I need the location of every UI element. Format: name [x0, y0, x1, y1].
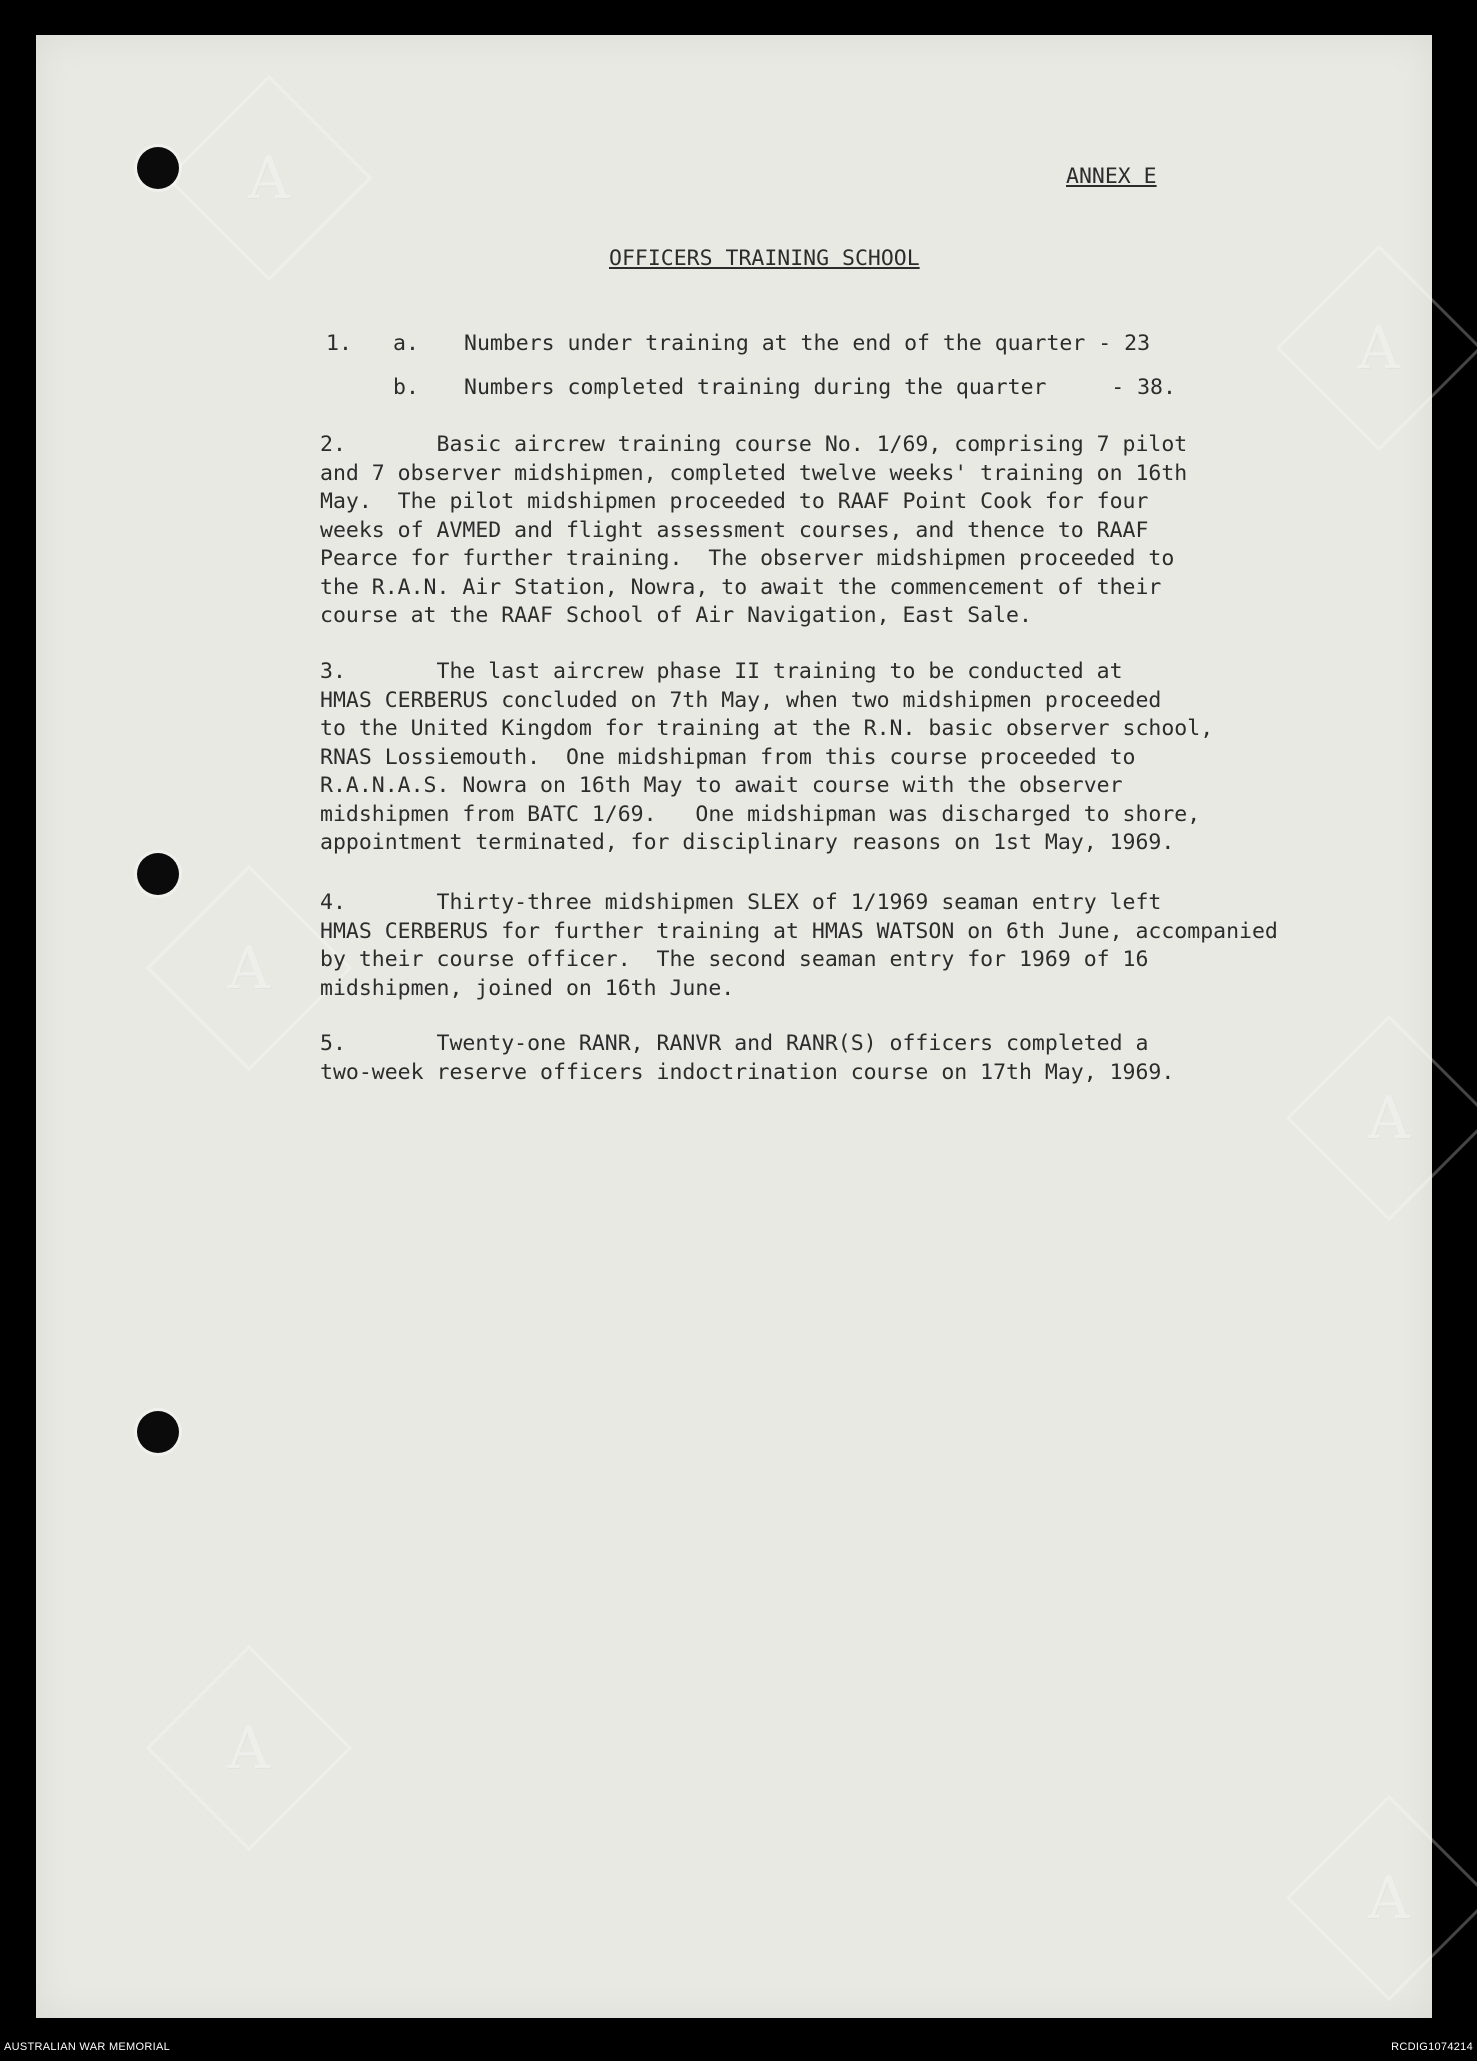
paragraph-line: HMAS CERBERUS for further training at HMAS WATSON on 6th June, accompanied [320, 918, 1278, 944]
paragraph-line: May. The pilot midshipmen proceeded to RAAF Point Cook for four [320, 489, 1149, 514]
paragraph-line: HMAS CERBERUS concluded on 7th May, when two midshipmen proceeded [320, 687, 1162, 713]
paragraph-line: two-week reserve officers indoctrination course on 17th May, 1969. [320, 1059, 1175, 1085]
document-page [36, 35, 1432, 2018]
paragraph-line: to the United Kingdom for training at the R.N. basic observer school, [320, 716, 1214, 741]
paragraph-line: midshipmen, joined on 16th June. [320, 975, 735, 1001]
item-1b-label: b. [393, 375, 419, 400]
watermark-letter: A [1368, 1864, 1410, 1932]
archive-source-caption: AUSTRALIAN WAR MEMORIAL [4, 2041, 171, 2053]
watermark-emblem [146, 1645, 352, 1851]
archive-id-caption: RCDIG1074214 [1391, 2041, 1473, 2053]
document-title: OFFICERS TRAINING SCHOOL [609, 246, 920, 271]
paragraph-line: R.A.N.A.S. Nowra on 16th May to await course with the observer [320, 773, 1123, 798]
paragraph-line: RNAS Lossiemouth. One midshipman from this course proceeded to [320, 744, 1136, 770]
paragraph-line: 5. Twenty-one RANR, RANVR and RANR(S) officers completed a [320, 1031, 1149, 1056]
paragraph-line: and 7 observer midshipmen, completed twelve weeks' training on 16th [320, 460, 1188, 486]
watermark-letter: A [248, 144, 290, 212]
watermark-letter: A [1358, 314, 1400, 382]
paragraph-line: 3. The last aircrew phase II training to be conducted at [320, 659, 1123, 684]
punch-hole [137, 853, 179, 895]
item-1a-label: a. [393, 331, 419, 356]
watermark-emblem [1276, 245, 1477, 451]
item-1-number: 1. [326, 331, 352, 356]
paragraph-3 [320, 658, 1380, 858]
paragraph-line: midshipmen from BATC 1/69. One midshipman was discharged to shore, [320, 801, 1201, 827]
paragraph-4 [320, 889, 1380, 1003]
paragraph-line: Pearce for further training. The observer midshipmen proceeded to [320, 546, 1175, 571]
paragraph-5 [320, 1030, 1380, 1087]
paragraph-line: appointment terminated, for disciplinary reasons on 1st May, 1969. [320, 830, 1175, 855]
watermark-letter: A [228, 1714, 270, 1782]
paragraph-line: weeks of AVMED and flight assessment courses, and thence to RAAF [320, 517, 1149, 543]
paragraph-2 [320, 431, 1380, 631]
item-1b-text: Numbers completed training during the quarter - 38. [464, 375, 1176, 400]
watermark-letter: A [1368, 1084, 1410, 1152]
item-1a-text: Numbers under training at the end of the quarter - 23 [464, 331, 1151, 356]
paragraph-line: by their course officer. The second seaman entry for 1969 of 16 [320, 947, 1149, 972]
paragraph-line: 2. Basic aircrew training course No. 1/69, comprising 7 pilot [320, 432, 1188, 457]
paragraph-line: 4. Thirty-three midshipmen SLEX of 1/1969 seaman entry left [320, 890, 1162, 915]
watermark-emblem [1286, 1795, 1477, 2001]
paragraph-line: the R.A.N. Air Station, Nowra, to await the commencement of their [320, 574, 1162, 600]
punch-hole [137, 1411, 179, 1453]
annex-label: ANNEX E [1066, 164, 1157, 189]
punch-hole [137, 147, 179, 189]
watermark-letter: A [228, 934, 270, 1002]
watermark-emblem [166, 75, 372, 281]
paragraph-line: course at the RAAF School of Air Navigation, East Sale. [320, 603, 1032, 628]
